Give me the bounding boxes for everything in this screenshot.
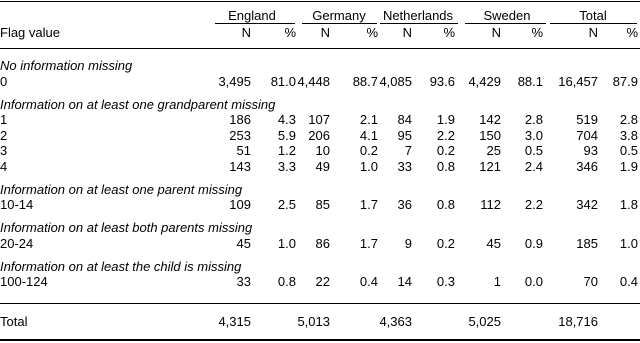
header-rule <box>0 48 640 49</box>
count-cell: 86 <box>315 235 330 251</box>
n-column-header: N <box>491 25 501 40</box>
percent-cell: 1.8 <box>619 197 638 212</box>
total-count-cell: 4,315 <box>218 314 251 329</box>
percent-cell: 2.5 <box>277 197 296 212</box>
count-cell: 70 <box>583 274 598 289</box>
percent-cell: 2.8 <box>619 112 638 127</box>
percent-cell: 5.9 <box>277 127 296 143</box>
count-cell: 142 <box>479 112 501 127</box>
percent-cell: 0.9 <box>524 235 543 251</box>
percent-cell: 4.3 <box>277 112 296 127</box>
percent-cell: 0.8 <box>436 197 455 212</box>
percent-cell: 87.9 <box>612 73 638 89</box>
count-cell: 45 <box>486 235 501 251</box>
pct-column-header: % <box>366 25 378 40</box>
percent-cell: 1.7 <box>359 235 378 251</box>
n-column-header: N <box>402 25 412 40</box>
flag-value-cell: 20-24 <box>0 235 34 251</box>
percent-cell: 2.1 <box>359 112 378 127</box>
count-cell: 3,495 <box>218 73 251 89</box>
flag-value-cell: 3 <box>0 143 8 158</box>
section-title: Information on at least both parents missing <box>0 220 253 235</box>
pct-column-header: % <box>626 25 638 40</box>
percent-cell: 88.1 <box>517 73 543 89</box>
pct-column-header: % <box>284 25 296 40</box>
percent-cell: 3.3 <box>277 158 296 174</box>
count-cell: 22 <box>315 274 330 289</box>
count-cell: 51 <box>236 143 251 158</box>
count-cell: 4,429 <box>468 73 501 89</box>
total-label: Total <box>0 314 28 329</box>
percent-cell: 0.5 <box>524 143 543 158</box>
percent-cell: 0.4 <box>619 274 638 289</box>
percent-cell: 1.0 <box>359 158 378 174</box>
count-cell: 206 <box>308 127 330 143</box>
country-underline <box>550 23 637 24</box>
percent-cell: 93.6 <box>429 73 455 89</box>
percent-cell: 0.2 <box>359 143 378 158</box>
percent-cell: 1.9 <box>436 112 455 127</box>
n-column-header: N <box>320 25 330 40</box>
count-cell: 121 <box>479 158 501 174</box>
section-title: Information on at least the child is missing <box>0 258 242 274</box>
percent-cell: 0.2 <box>436 235 455 251</box>
count-cell: 4,448 <box>297 73 330 89</box>
flag-value-cell: 0 <box>0 73 8 89</box>
percent-cell: 1.0 <box>619 235 638 251</box>
section-title: Information on at least one grandparent missing <box>0 96 276 112</box>
total-count-cell: 18,716 <box>558 314 598 329</box>
count-cell: 1 <box>493 274 501 289</box>
count-cell: 14 <box>397 274 412 289</box>
percent-cell: 2.4 <box>524 158 543 174</box>
count-cell: 704 <box>576 127 598 143</box>
count-cell: 45 <box>236 235 251 251</box>
count-cell: 25 <box>486 143 501 158</box>
count-cell: 36 <box>397 197 412 212</box>
pct-column-header: % <box>443 25 455 40</box>
flag-value-cell: 10-14 <box>0 197 34 212</box>
section-title: Information on at least one parent missing <box>0 181 243 197</box>
percent-cell: 0.3 <box>436 274 455 289</box>
pct-column-header: % <box>531 25 543 40</box>
percent-cell: 81.0 <box>270 73 296 89</box>
total-count-cell: 5,025 <box>468 314 501 329</box>
percent-cell: 1.9 <box>619 158 638 174</box>
country-header: Total <box>579 8 607 23</box>
percent-cell: 0.8 <box>277 274 296 289</box>
flag-value-cell: 4 <box>0 158 8 174</box>
count-cell: 95 <box>397 127 412 143</box>
flag-value-cell: 1 <box>0 112 8 127</box>
percent-cell: 3.8 <box>619 127 638 143</box>
section-title: No information missing <box>0 58 133 73</box>
table-bottom-rule <box>0 339 640 341</box>
count-cell: 9 <box>404 235 412 251</box>
n-column-header: N <box>588 25 598 40</box>
count-cell: 84 <box>397 112 412 127</box>
flag-value-cell: 2 <box>0 127 8 143</box>
count-cell: 7 <box>404 143 412 158</box>
percent-cell: 1.7 <box>359 197 378 212</box>
count-cell: 4,085 <box>379 73 412 89</box>
percent-cell: 88.7 <box>352 73 378 89</box>
country-header: England <box>228 8 276 23</box>
n-column-header: N <box>241 25 251 40</box>
total-count-cell: 4,363 <box>379 314 412 329</box>
count-cell: 185 <box>576 235 598 251</box>
count-cell: 33 <box>397 158 412 174</box>
percent-cell: 0.2 <box>436 143 455 158</box>
country-header: Germany <box>312 8 366 23</box>
country-header: Sweden <box>483 8 531 23</box>
percent-cell: 0.0 <box>524 274 543 289</box>
count-cell: 16,457 <box>558 73 598 89</box>
percent-cell: 1.0 <box>277 235 296 251</box>
count-cell: 112 <box>480 197 501 212</box>
percent-cell: 0.8 <box>436 158 455 174</box>
country-header: Netherlands <box>382 8 454 23</box>
table-top-rule <box>0 1 640 2</box>
count-cell: 342 <box>576 197 598 212</box>
percent-cell: 2.2 <box>436 127 455 143</box>
total-count-cell: 5,013 <box>297 314 330 329</box>
percent-cell: 0.5 <box>619 143 638 158</box>
percent-cell: 0.4 <box>359 274 378 289</box>
count-cell: 186 <box>229 112 251 127</box>
percent-cell: 3.0 <box>524 127 543 143</box>
count-cell: 519 <box>576 112 598 127</box>
count-cell: 93 <box>583 143 598 158</box>
percent-cell: 2.2 <box>524 197 543 212</box>
count-cell: 49 <box>315 158 330 174</box>
count-cell: 33 <box>236 274 251 289</box>
count-cell: 85 <box>315 197 330 212</box>
total-rule <box>0 303 640 304</box>
count-cell: 150 <box>479 127 501 143</box>
count-cell: 346 <box>576 158 598 174</box>
percent-cell: 1.2 <box>277 143 296 158</box>
count-cell: 109 <box>229 197 251 212</box>
count-cell: 253 <box>229 127 251 143</box>
flag-value-header: Flag value <box>0 25 60 40</box>
count-cell: 10 <box>315 143 330 158</box>
count-cell: 107 <box>308 112 330 127</box>
percent-cell: 2.8 <box>524 112 543 127</box>
percent-cell: 4.1 <box>359 127 378 143</box>
count-cell: 143 <box>229 158 251 174</box>
flag-value-cell: 100-124 <box>0 274 48 289</box>
